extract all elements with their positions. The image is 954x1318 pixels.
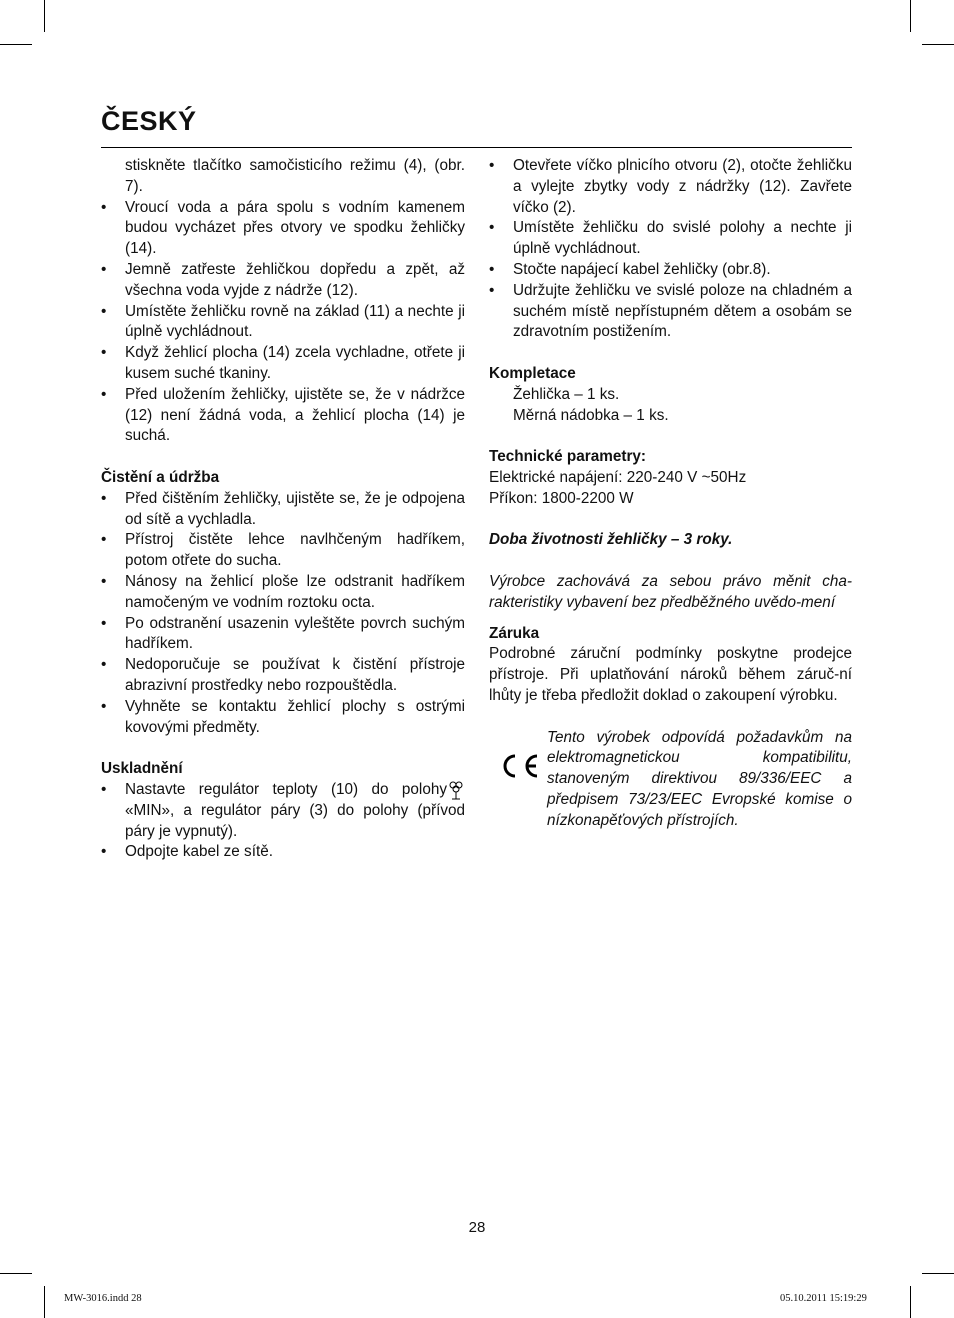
page-number: 28 [468, 1219, 486, 1236]
list-item: • Jemně zatřeste žehličkou dopředu a zpět, až všechna voda vyjde z nádrže (12). [101, 260, 465, 299]
cleaning-heading: Čistění a údržba [101, 468, 220, 486]
bullet-icon: • [101, 489, 107, 507]
steam-off-icon [447, 780, 465, 800]
tech-heading: Technické parametry: [489, 448, 647, 466]
crop-mark [0, 44, 32, 45]
bullet-icon: • [489, 281, 495, 299]
ce-text: Tento výrobek odpovídá požadavkům na elektromagnetickou kompatibilitu, stanoveným direktivou 89/336/EEC a předpisem 73/23/EEC Evropské komise o nízkonapěťových přístrojích. [547, 728, 852, 829]
bullet-icon: • [101, 843, 107, 861]
list-item: • Nedoporučuje se používat k čistění přístroje abrazivní prostředky nebo rozpouštědla. [101, 656, 465, 694]
ce-block [489, 728, 852, 832]
warranty-text: Podrobné záruční podmínky poskytne prodejce přístroje. Při uplatňování nároků během záruč-ní lhůty je třeba předložit doklad o zakoupení výrobku. [489, 645, 852, 704]
list-item: • Otevřete víčko plnicího otvoru (2), otočte žehličku a vylejte zbytky vody z nádržky (12). Zavřete víčko (2). [489, 157, 852, 216]
list-item: • Nastavte regulátor teploty (10) do polohy «MIN», a regulátor páry (3) do polohy (přívod páry je vypnutý). [101, 780, 465, 840]
crop-mark [922, 44, 954, 45]
right-column [489, 156, 852, 832]
bullet-icon: • [101, 614, 107, 632]
bullet-icon: • [101, 302, 107, 320]
descaling-list [101, 198, 465, 448]
bullet-icon: • [101, 531, 107, 549]
bullet-icon: • [101, 572, 107, 590]
lifetime-note: Doba životnosti žehličky – 3 roky. [489, 531, 733, 549]
crop-mark [0, 1273, 32, 1274]
tech-param: Příkon: 1800-2200 W [489, 489, 634, 507]
crop-mark [910, 1286, 911, 1318]
list-item: • Po odstranění usazenin vyleštěte povrch suchým hadříkem. [101, 614, 465, 653]
cleaning-list [101, 489, 465, 739]
list-item: • Před uložením žehličky, ujistěte se, že v nádržce (12) není žádná voda, a žehlicí plocha (14) je suchá. [101, 385, 465, 445]
list-item: • Nánosy na žehlicí ploše lze odstranit hadříkem namočeným ve vodním roztoku octa. [101, 572, 465, 611]
storage-list-continued [489, 156, 852, 343]
title-rule [101, 147, 852, 148]
list-item: • Přístroj čistěte lehce navlhčeným hadříkem, potom otřete do sucha. [101, 531, 465, 570]
footer-file: MW-3016.indd 28 [64, 1293, 142, 1304]
bullet-icon: • [101, 344, 107, 362]
bullet-icon: • [101, 656, 107, 674]
footer-timestamp: 05.10.2011 15:19:29 [780, 1293, 867, 1304]
kit-heading: Kompletace [489, 364, 576, 382]
kit-item: Měrná nádobka – 1 ks. [513, 406, 669, 424]
storage-heading: Uskladnění [101, 760, 183, 778]
list-item: • Umístěte žehličku do svislé polohy a nechte ji úplně vychládnout. [489, 219, 852, 258]
tech-param: Elektrické napájení: 220-240 V ~50Hz [489, 468, 747, 486]
list-item: • Stočte napájecí kabel žehličky (obr.8). [489, 260, 852, 281]
list-item: • Vyhněte se kontaktu žehlicí plochy s ostrými kovovými předměty. [101, 697, 465, 736]
rights-note: Výrobce zachovává za sebou právo měnit cha-rakteristiky vybavení bez předběžného uvědo-mení [489, 572, 852, 611]
list-item: • Odpojte kabel ze sítě. [101, 842, 465, 863]
bullet-icon: • [489, 260, 495, 278]
bullet-icon: • [489, 219, 495, 237]
bullet-icon: • [101, 780, 107, 798]
list-item: • Udržujte žehličku ve svislé poloze na chladném a suchém místě nepřístupném dětem a osobám se zdravotním postižením. [489, 281, 852, 341]
list-item: • Vroucí voda a pára spolu s vodním kamenem budou vycházet přes otvory ve spodku žehličky (14). [101, 198, 465, 258]
storage-list [101, 780, 465, 863]
crop-mark [910, 0, 911, 32]
bullet-icon: • [489, 157, 495, 174]
list-item: • Před čištěním žehličky, ujistěte se, že je odpojena od sítě a vychladla. [101, 489, 465, 528]
list-item: • Umístěte žehličku rovně na základ (11) a nechte ji úplně vychládnout. [101, 302, 465, 341]
page-title: ČESKÝ [101, 106, 197, 136]
bullet-icon: • [101, 385, 107, 403]
crop-mark [44, 0, 45, 32]
intro-text: stiskněte tlačítko samočisticího režimu (4), (obr. 7). [125, 157, 465, 195]
left-column [101, 156, 465, 863]
list-item: • Když žehlicí plocha (14) zcela vychladne, otřete ji kusem suché tkaniny. [101, 344, 465, 382]
bullet-icon: • [101, 697, 107, 715]
crop-mark [44, 1286, 45, 1318]
ce-mark-icon [497, 752, 541, 780]
crop-mark [922, 1273, 954, 1274]
bullet-icon: • [101, 198, 107, 216]
warranty-heading: Záruka [489, 624, 540, 642]
bullet-icon: • [101, 260, 107, 278]
kit-item: Žehlička – 1 ks. [513, 385, 620, 403]
